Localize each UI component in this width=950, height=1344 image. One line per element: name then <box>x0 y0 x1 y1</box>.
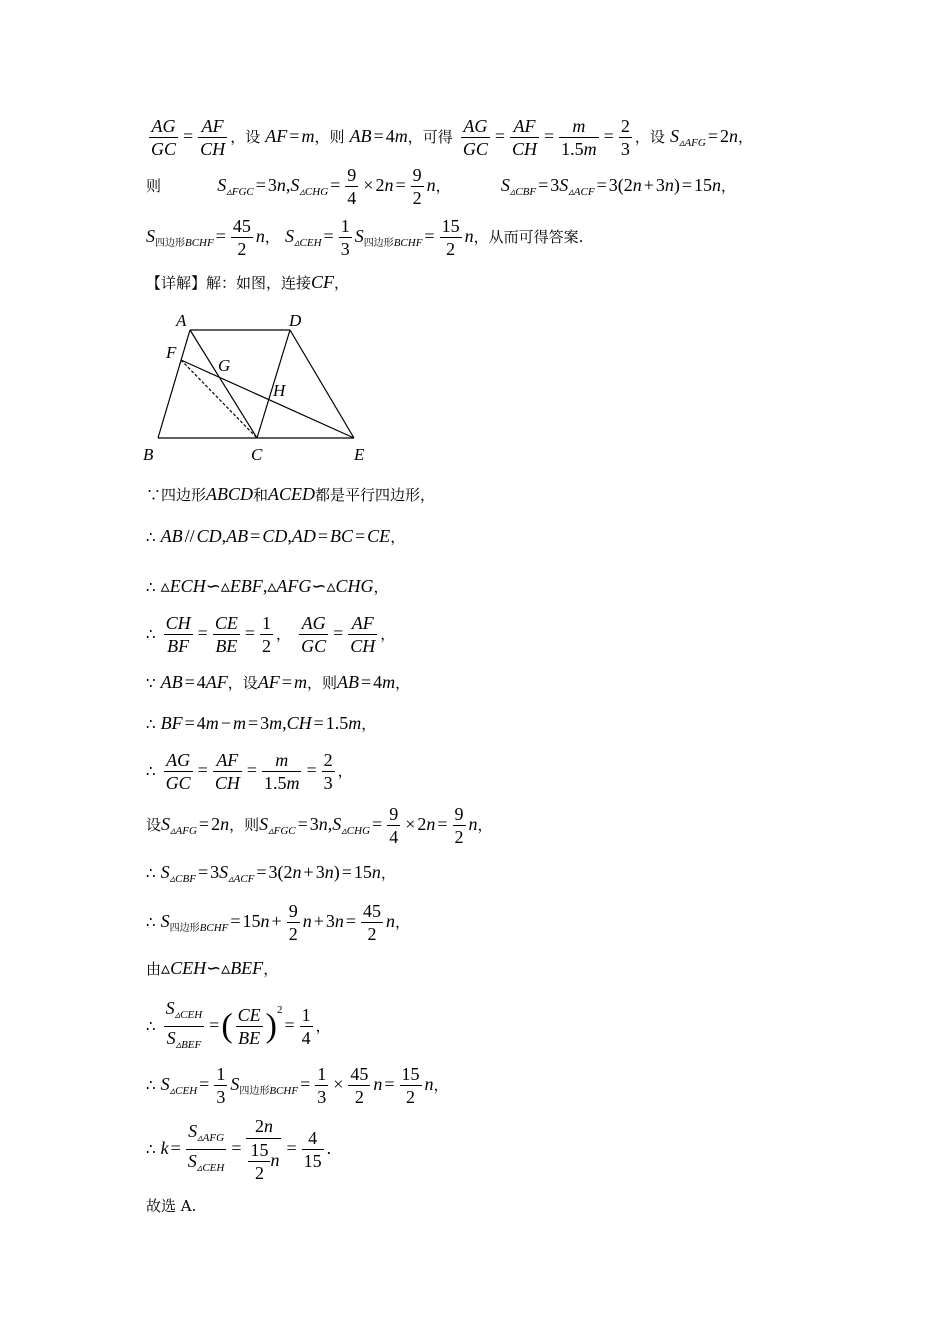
line-3: $S_{四边形BCHF}$ = $\frac{45}{2}$ n， $S_{▵CEH}$ = $\frac{1}{3}$ $S_{四边形BCHF}$ = $\frac{15}{2}$ n，从而可得答案. <box>146 216 584 259</box>
text: ，则 <box>229 816 260 834</box>
text: 设 <box>146 816 162 834</box>
label-f: F <box>166 343 177 362</box>
step-2: ∴ AB // CD,AB = CD,AD = BC = CE， <box>146 526 406 546</box>
fraction: $\frac{AG}{GC}$ <box>151 116 177 159</box>
label-e: E <box>354 445 365 464</box>
text: ∵ <box>146 486 162 504</box>
text: 由 <box>146 960 162 978</box>
label-c: C <box>251 445 263 464</box>
line-1: $\frac{AG}{GC}$ = $\frac{AF}{CH}$ ，设 AF = m，则 AB = 4m，可得 $\frac{AG}{GC}$ = $\frac{AF}{CH}$ = $\frac{m}{1.5m}$ = $\frac{2}{3}$ ，设 $S_{▵AFG} = 2n$， <box>151 116 754 159</box>
text: 四边形 <box>239 1086 270 1097</box>
segment-fe <box>181 360 354 438</box>
text: ∴ <box>146 913 156 931</box>
text: ，可得 <box>407 128 453 146</box>
text: ∴ <box>146 1076 156 1094</box>
segment-de <box>290 330 354 438</box>
text: ∴ <box>146 1017 156 1035</box>
step-11: 由▵CEH∽▵BEF， <box>146 958 279 978</box>
text: ∴ <box>146 625 156 643</box>
text: 则 <box>146 177 162 195</box>
text: ∴ <box>146 715 156 733</box>
label-d: D <box>289 311 302 330</box>
text: ∴ <box>146 578 156 596</box>
label-b: B <box>143 445 154 464</box>
text: ，则 <box>314 128 345 146</box>
text: ，设 <box>634 128 665 146</box>
step-7: ∴ $\frac{AG}{GC}$ = $\frac{AF}{CH}$ = $\frac{m}{1.5m}$ = $\frac{2}{3}$ ， <box>146 750 353 793</box>
step-14: ∴ k = $\frac{S_{▵AFG}}{S_{▵CEH}}$ = 2n $\frac{15}{2}$ n = $\frac{4}{15}$ . <box>146 1116 332 1183</box>
text: ，设 <box>230 128 261 146</box>
answer <box>146 1195 196 1216</box>
text: 四边形 <box>363 238 394 249</box>
text: ∴ <box>146 1140 156 1158</box>
text: 四边形 <box>161 486 207 504</box>
label-h: H <box>273 381 286 400</box>
step-8: 设$S_{▵AFG} = 2n$，则$S_{▵FGC} = 3n,S_{▵CHG}$ = $\frac{9}{4}$ × 2n = $\frac{9}{2}$ n， <box>146 804 493 847</box>
step-1: ∵四边形ABCD和ACED都是平行四边形， <box>146 484 436 504</box>
segment-ac <box>190 330 257 438</box>
text: 故选 A. <box>146 1197 197 1215</box>
label-a: A <box>176 311 187 330</box>
text: ， <box>264 228 280 246</box>
text: ∴ <box>146 864 156 882</box>
step-13: ∴ $S_{▵CEH}$ = $\frac{1}{3}$ $S_{四边形BCHF}$ = $\frac{1}{3}$ × $\frac{45}{2}$ n = $\frac{15}{2}$ n， <box>146 1064 449 1107</box>
detail-heading: 【详解】解：如图，连接CF， <box>146 272 350 292</box>
step-9: ∴ $S_{▵CBF} = 3S_{▵ACF} = 3(2n + 3n) = 15n$， <box>146 862 396 885</box>
text: ，从而可得答案. <box>473 228 584 246</box>
line-2: 则 $S_{▵FGC} = 3n,S_{▵CHG}$ = $\frac{9}{4}$ × 2n = $\frac{9}{2}$ n， $S_{▵CBF} = 3S_{▵ACF} = 3(2n + 3n) = 15n$， <box>146 165 737 208</box>
step-5: ∵ AB = 4AF，设AF = m，则AB = 4m， <box>146 672 411 692</box>
geometry-figure <box>140 308 380 468</box>
text: 四边形 <box>169 923 200 934</box>
text: ∴ <box>146 528 156 546</box>
step-6: ∴ BF = 4m − m = 3m,CH = 1.5m， <box>146 713 377 733</box>
text: ∴ <box>146 762 156 780</box>
step-12: ∴ $\frac{S_{▵CEH}}{S_{▵BEF}}$ =( $\frac{CE}{BE}$ )$^2$= $\frac{1}{4}$ ， <box>146 998 331 1051</box>
text: 都是平行四边形， <box>315 486 436 504</box>
text: ∵ <box>146 674 156 692</box>
text: 和 <box>253 486 269 504</box>
text: 【详解】解：如图，连接 <box>146 274 312 292</box>
label-g: G <box>218 356 231 375</box>
step-4: ∴ $\frac{CH}{BF}$ = $\frac{CE}{BE}$ = $\frac{1}{2}$ ， $\frac{AG}{GC}$ = $\frac{AF}{CH}$ ， <box>146 613 396 656</box>
text: ，设 <box>227 674 258 692</box>
step-3: ∴ ▵ECH∽▵EBF,▵AFG∽▵CHG， <box>146 576 389 596</box>
text: ，则 <box>306 674 337 692</box>
step-10: ∴ $S_{四边形BCHF} = 15n$ + $\frac{9}{2}$ n + 3n = $\frac{45}{2}$ n， <box>146 901 411 944</box>
text: 四边形 <box>155 238 185 249</box>
